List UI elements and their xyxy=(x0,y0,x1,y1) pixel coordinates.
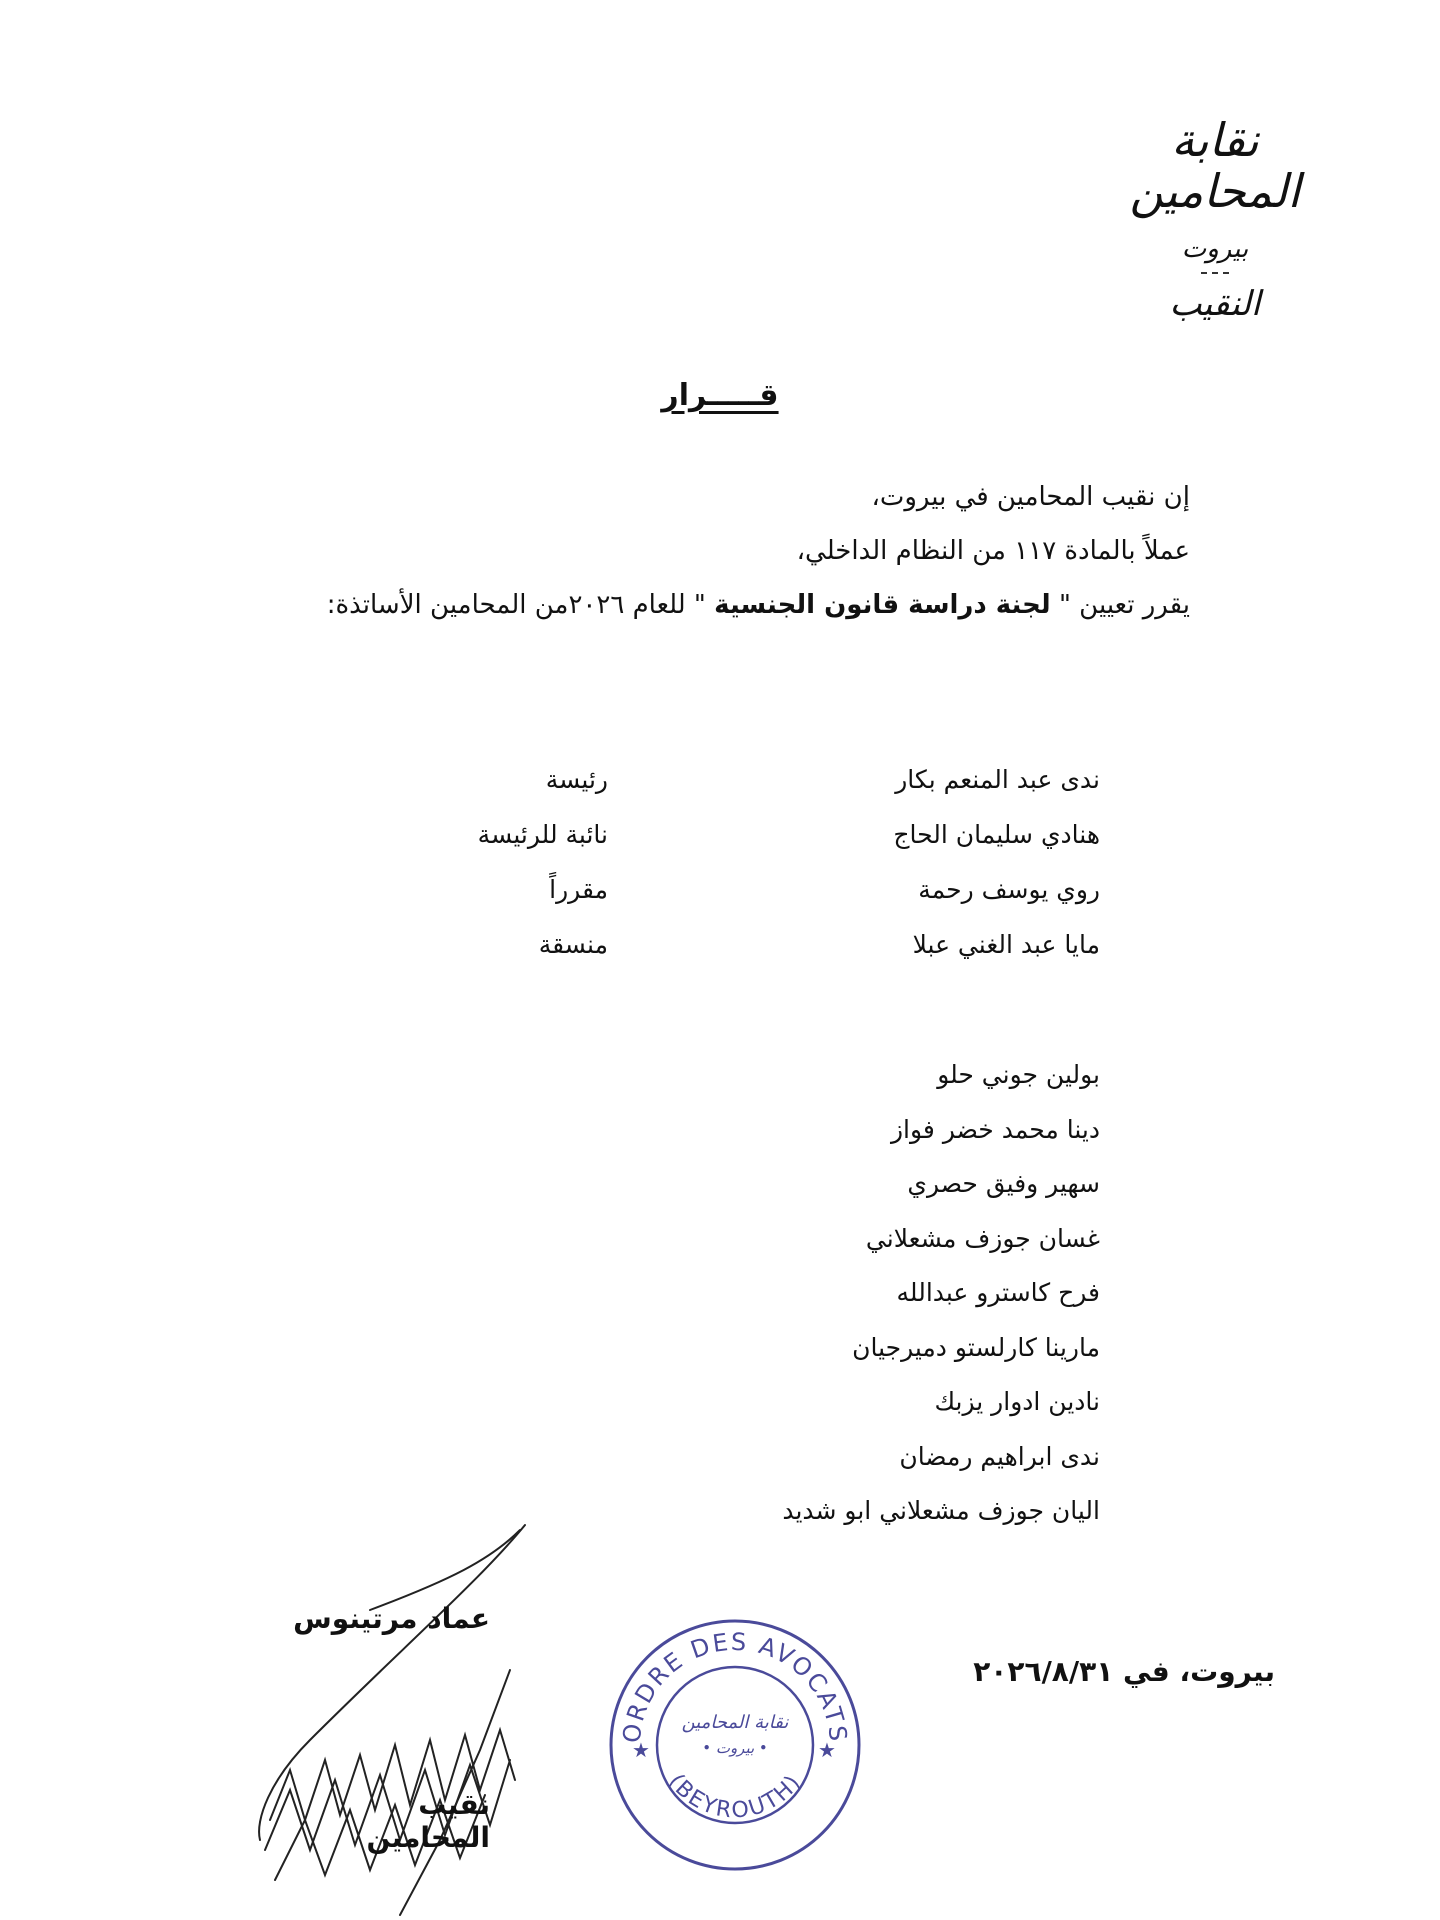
officer-row xyxy=(0,920,1440,975)
committee-name: لجنة دراسة قانون الجنسية xyxy=(714,590,1051,620)
member-name: بولين جوني حلو xyxy=(937,1060,1100,1089)
preamble-line-3-prefix: يقرر تعيين " xyxy=(1050,590,1190,620)
officer-name: مايا عبد الغني عبلا xyxy=(912,930,1100,959)
preamble xyxy=(290,470,1190,632)
stamp-star-icon: ★ xyxy=(818,1738,836,1762)
stamp-inner-org: نقابة المحامين xyxy=(681,1712,789,1733)
preamble-line-3 xyxy=(290,578,1190,632)
letterhead-organization: نقابة المحامين xyxy=(1129,113,1301,218)
members-list xyxy=(600,1050,1100,1541)
member-name: دينا محمد خضر فواز xyxy=(890,1114,1100,1144)
officer-name: روي يوسف رحمة xyxy=(918,875,1100,904)
officer-role: مقرراً xyxy=(549,875,608,904)
officer-name: هنادي سليمان الحاج xyxy=(893,820,1100,849)
document-title: قـــــرار xyxy=(661,378,779,413)
stamp-inner xyxy=(668,1712,802,1757)
member-name: غسان جوزف مشعلاني xyxy=(865,1223,1100,1253)
letterhead-divider xyxy=(1201,272,1229,274)
letterhead xyxy=(1085,115,1345,324)
letterhead-city: بيروت xyxy=(1181,234,1249,265)
member-name: مارينا كارلستو دميرجيان xyxy=(852,1332,1100,1362)
preamble-line-3-suffix: " للعام ٢٠٢٦من المحامين الأساتذة: xyxy=(326,590,715,620)
officer-role: منسقة xyxy=(538,930,608,959)
officer-row xyxy=(0,810,1440,865)
preamble-line-1: إن نقيب المحامين في بيروت، xyxy=(871,482,1190,512)
officer-name: ندى عبد المنعم بكار xyxy=(895,765,1100,794)
member-name: سهير وفيق حصري xyxy=(907,1169,1100,1198)
date-line: بيروت، في ٢٠٢٦/٨/٣١ xyxy=(973,1655,1275,1688)
handwritten-signature xyxy=(250,1520,550,1920)
stamp-inner-city: • بيروت • xyxy=(702,1739,768,1757)
member-name: فرح كاسترو عبدالله xyxy=(896,1278,1100,1307)
letterhead-title: النقيب xyxy=(1169,284,1261,325)
svg-text:(BEYROUTH) xyxy=(663,1770,807,1824)
officer-row xyxy=(0,865,1440,920)
officer-row xyxy=(0,755,1440,810)
signatory-title: نقيب المحامين xyxy=(366,1788,490,1854)
stamp-bottom-text: (BEYROUTH) xyxy=(663,1769,807,1824)
officers-list xyxy=(0,755,1440,975)
officer-role: رئيسة xyxy=(545,765,608,794)
stamp-top-text: ORDRE DES AVOCATS xyxy=(617,1627,853,1745)
signatory-name: عماد مرتينوس xyxy=(293,1602,490,1635)
member-name: اليان جوزف مشعلاني ابو شديد xyxy=(782,1496,1100,1525)
member-name: ندى ابراهيم رمضان xyxy=(899,1441,1100,1471)
member-name: نادين ادوار يزبك xyxy=(934,1387,1100,1416)
stamp-star-icon: ★ xyxy=(632,1738,650,1762)
officer-role: نائبة للرئيسة xyxy=(477,820,608,849)
preamble-line-2: عملاً بالمادة ١١٧ من النظام الداخلي، xyxy=(796,536,1190,566)
